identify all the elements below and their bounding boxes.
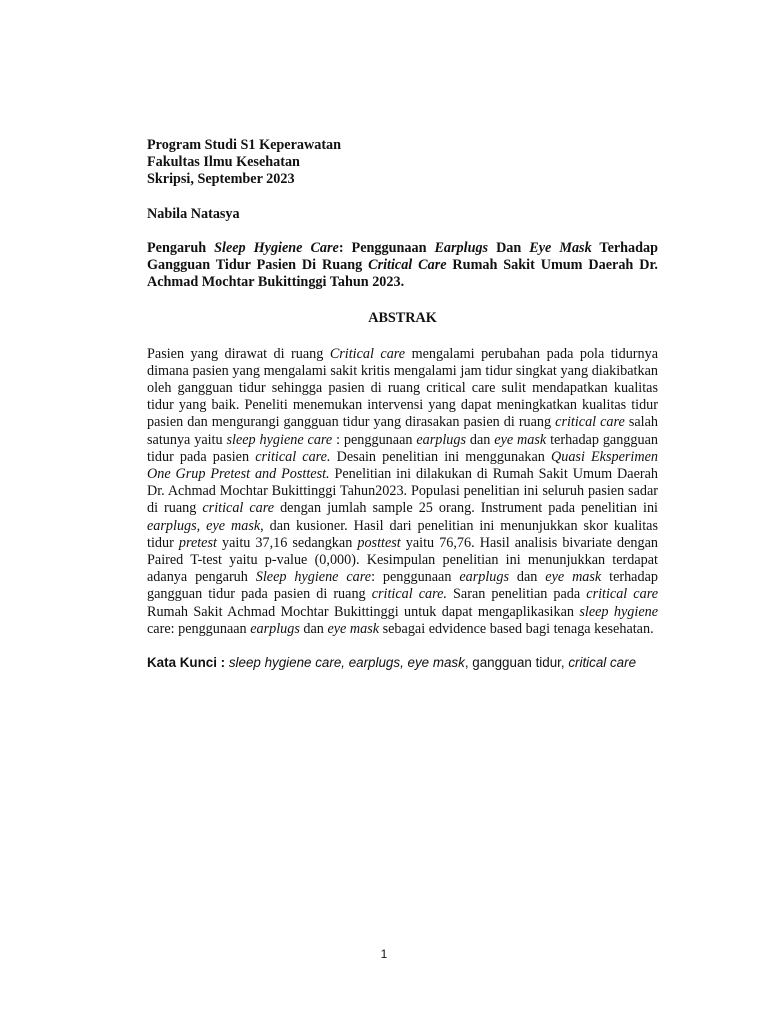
text-run: care: penggunaan xyxy=(147,620,251,637)
italic-text-run: critical care. xyxy=(371,586,447,603)
thesis-title xyxy=(147,240,658,292)
text-run: : penggunaan xyxy=(371,569,460,586)
italic-text-run: Quasi Eksperimen One Grup Pretest and Posttest. xyxy=(147,448,658,483)
text-run: Rumah Sakit Umum Daerah Dr. Achmad Mochtar Bukittinggi Tahun 2023. xyxy=(147,257,658,291)
text-run: dan xyxy=(509,569,546,586)
text-run: , dan kusioner. Hasil dari penelitian ini menunjukkan skor kualitas tidur xyxy=(147,517,658,551)
italic-text-run: Eye Mask xyxy=(529,239,592,256)
italic-text-run: eye mask xyxy=(327,620,380,637)
italic-text-run: eye mask xyxy=(494,431,547,448)
page-number: 1 xyxy=(380,947,388,961)
text-run: yaitu 37,16 sedangkan xyxy=(216,534,358,551)
italic-text-run: sleep hygiene care xyxy=(226,431,333,448)
text-run: , gangguan tidur, xyxy=(464,655,569,671)
italic-text-run: eye mask xyxy=(545,569,602,586)
text-run: dengan jumlah sample 25 orang. Instrument pada penelitian ini xyxy=(274,500,658,517)
text-run: yaitu 76,76. Hasil analisis bivariate dengan Paired T-test yaitu p-value (0,000). Kesimpulan penelitian ini menunjukkan terdapat adanya pengaruh xyxy=(147,534,658,586)
text-run: salah satunya yaitu xyxy=(147,414,658,448)
keywords-line xyxy=(147,654,658,671)
faculty-name: Fakultas Ilmu Kesehatan xyxy=(147,154,300,171)
text-run: : Penggunaan xyxy=(338,239,435,256)
italic-text-run: earplugs xyxy=(250,620,300,637)
text-run: Desain penelitian ini menggunakan xyxy=(330,448,551,465)
italic-text-run: critical care xyxy=(568,655,637,671)
text-run: Pengaruh xyxy=(147,239,215,256)
italic-text-run: sleep hygiene care, earplugs, eye mask xyxy=(228,655,465,671)
italic-text-run: Critical care xyxy=(329,345,406,362)
text-run: Saran penelitian pada xyxy=(446,586,587,603)
italic-text-run: critical care xyxy=(586,586,658,603)
italic-text-run: sleep hygiene xyxy=(579,603,659,620)
text-run: sebagai edvidence based bagi tenaga kesehatan. xyxy=(379,620,654,637)
italic-text-run: Sleep Hygiene Care xyxy=(214,239,339,256)
italic-text-run: earplugs xyxy=(459,569,509,586)
italic-text-run: Critical Care xyxy=(368,257,447,274)
text-run: Penelitian ini dilakukan di Rumah Sakit Umum Daerah Dr. Achmad Mochtar Bukittinggi Tahun2023. Populasi penelitian ini seluruh pasien sadar di ruang xyxy=(147,466,658,517)
italic-text-run: Earplugs xyxy=(434,239,489,256)
text-run: : penggunaan xyxy=(332,431,417,448)
italic-text-run: posttest xyxy=(357,534,401,551)
italic-text-run: Sleep hygiene care xyxy=(255,569,372,586)
keywords-label: Kata Kunci : xyxy=(147,655,226,671)
italic-text-run: earplugs xyxy=(416,431,467,448)
thesis-date: Skripsi, September 2023 xyxy=(147,171,295,188)
author-name: Nabila Natasya xyxy=(147,205,240,222)
text-run: Terhadap Gangguan Tidur Pasien Di Ruang xyxy=(147,239,659,274)
italic-text-run: pretest xyxy=(178,534,217,551)
text-run: terhadap gangguan tidur pada pasien xyxy=(147,431,658,465)
abstract-body xyxy=(147,346,658,638)
program-name: Program Studi S1 Keperawatan xyxy=(147,137,342,153)
italic-text-run: critical care xyxy=(555,414,625,431)
text-run: Dan xyxy=(488,239,530,256)
text-run: dan xyxy=(466,431,495,448)
keywords-list xyxy=(225,655,636,670)
italic-text-run: critical care. xyxy=(255,448,331,465)
text-run: Pasien yang dirawat di ruang xyxy=(147,345,330,362)
italic-text-run: earplugs, eye mask xyxy=(147,517,261,534)
text-run: dan xyxy=(299,620,328,637)
text-run: Rumah Sakit Achmad Mochtar Bukittinggi untuk dapat mengaplikasikan xyxy=(147,603,580,620)
text-run: terhadap gangguan tidur pada pasien di ruang xyxy=(147,569,658,603)
italic-text-run: critical care xyxy=(202,500,275,517)
text-run: mengalami perubahan pada pola tidurnya dimana pasien yang mengalami sakit kritis mengalami jam tidur singkat yang diakibatkan oleh gangguan tidur sehingga pasien di ruang critical care sulit mendapatkan kualitas tidur yang baik. Peneliti menemukan intervensi yang dapat meningkatkan kualitas tidur pasien dan mengurangi gangguan tidur yang dirasakan pasien di ruang xyxy=(147,345,659,431)
document-page xyxy=(147,137,658,671)
abstract-heading: ABSTRAK xyxy=(368,310,437,327)
